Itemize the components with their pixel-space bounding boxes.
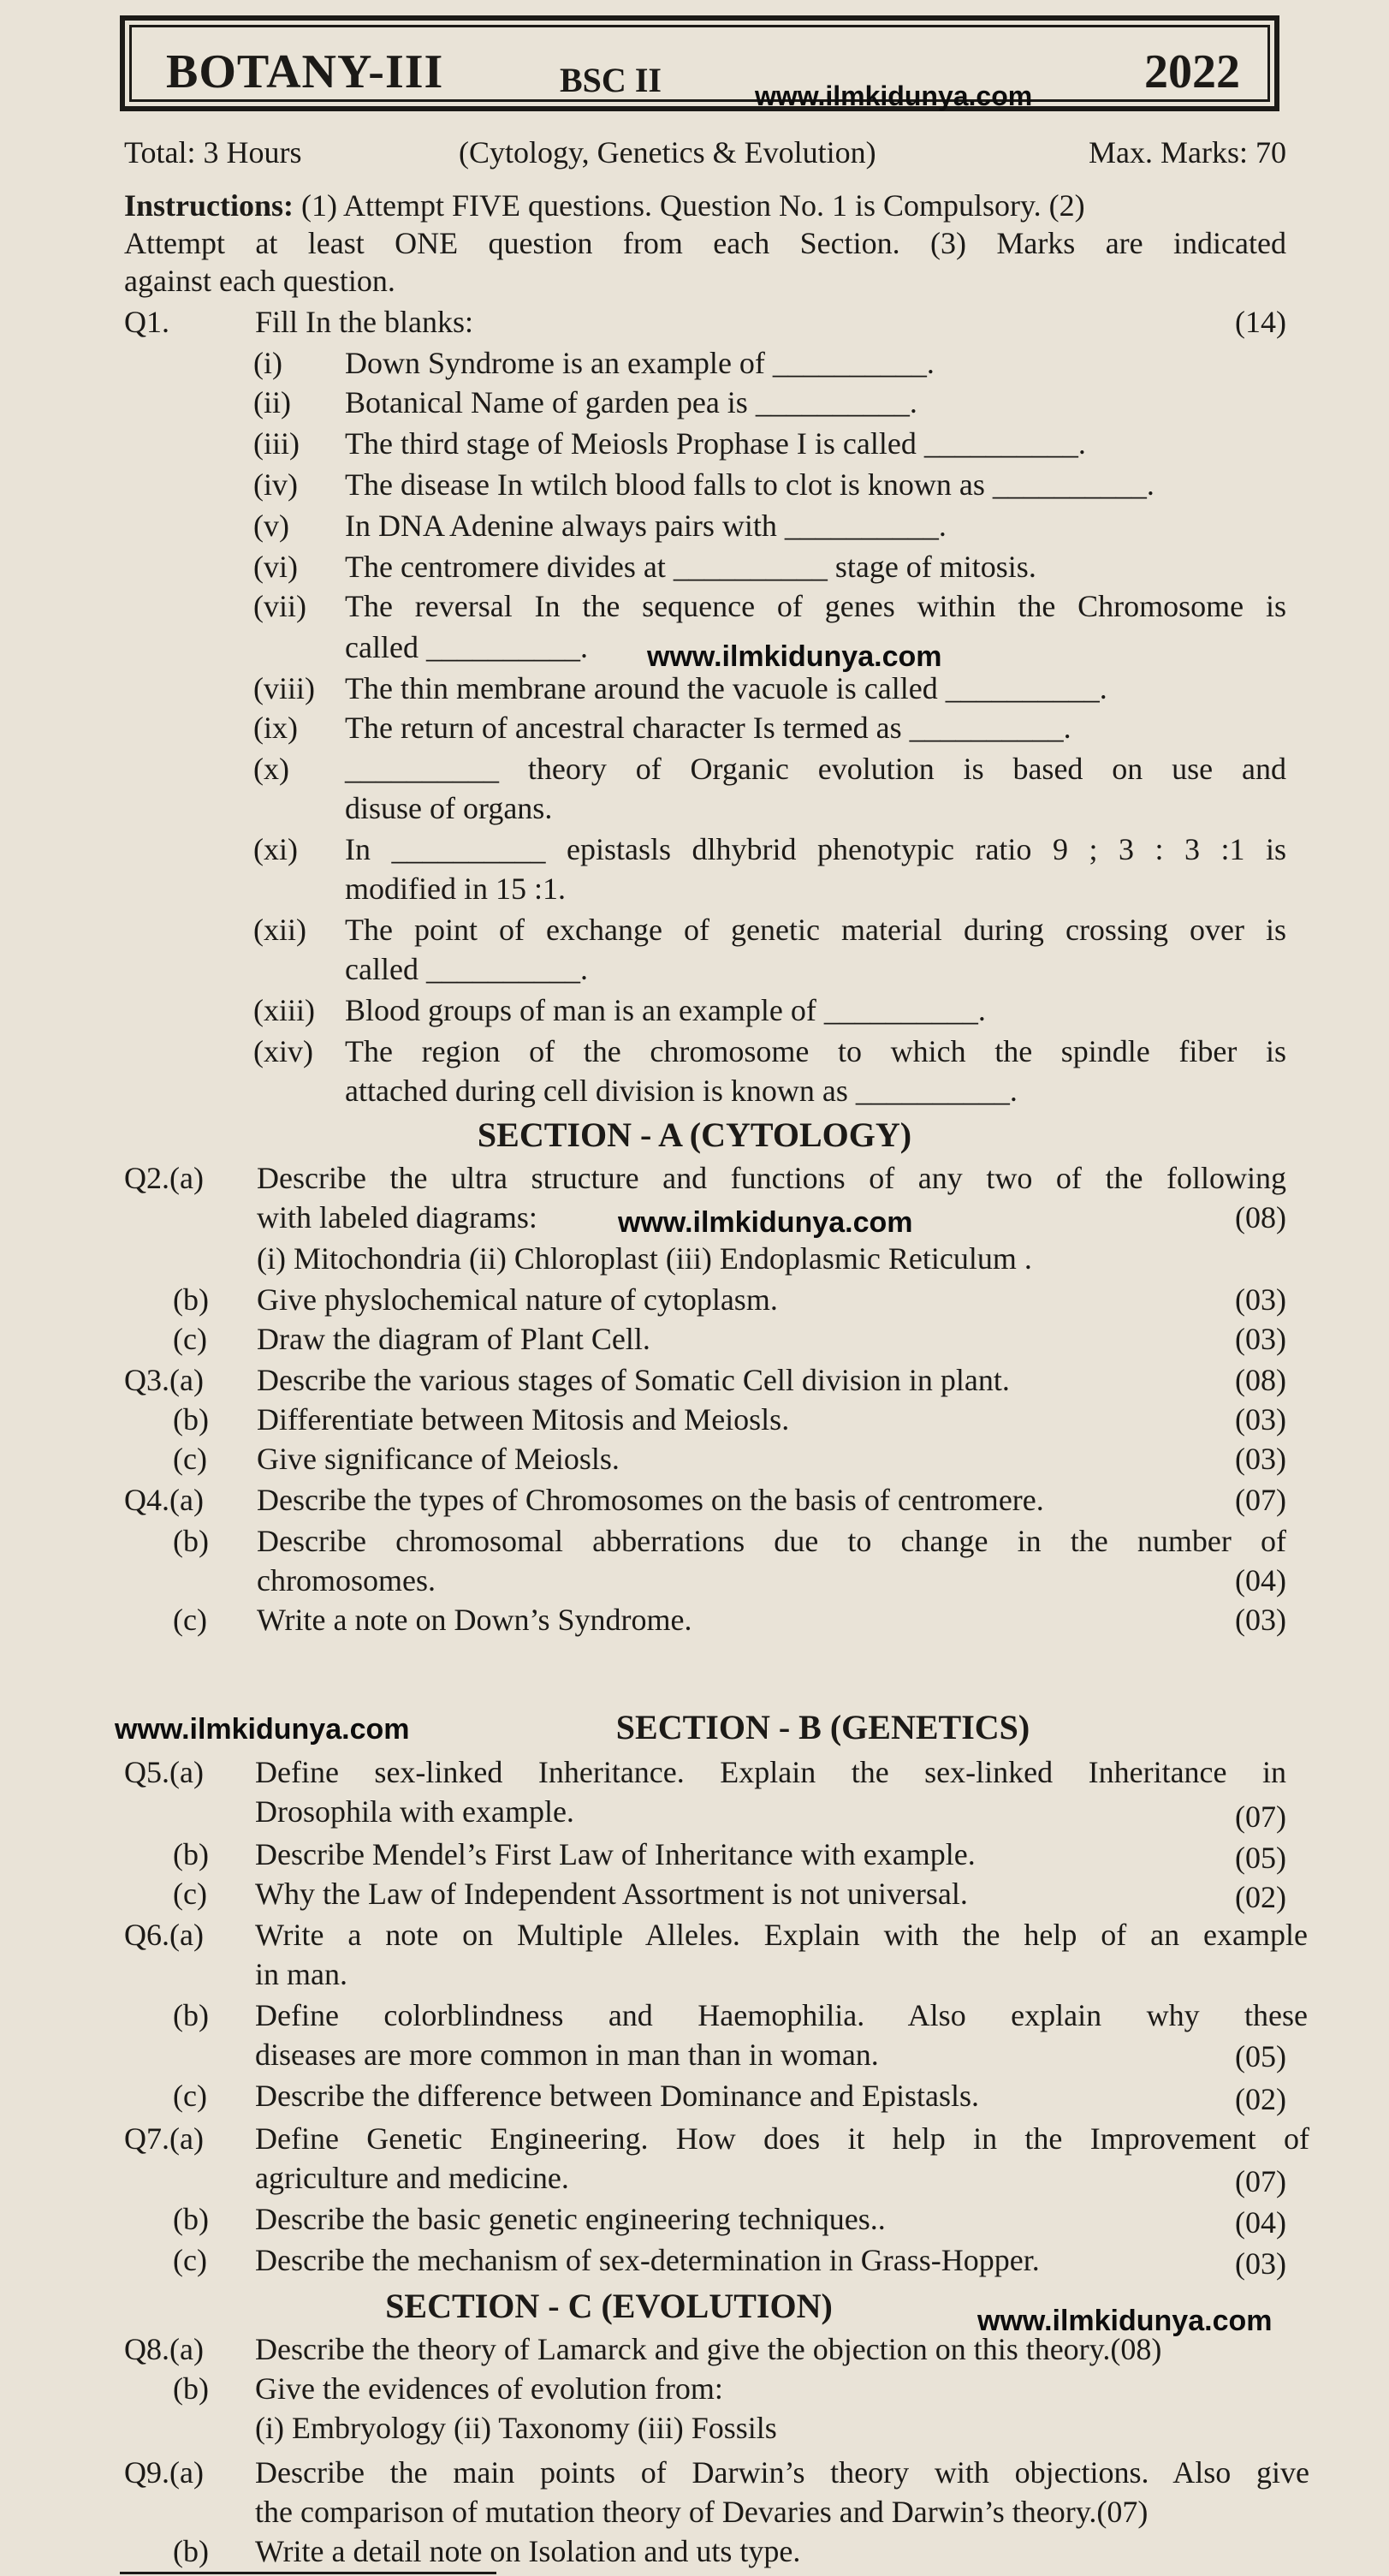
q5c: Why the Law of Independent Assortment is not universal. [255, 1877, 968, 1911]
q5b: Describe Mendel’s First Law of Inheritance with example. [255, 1837, 976, 1871]
class-label: BSC II [560, 61, 662, 99]
q1-item-cont: called __________. [345, 952, 588, 986]
instructions-line-2: Attempt at least ONE question from each Section. (3) Marks are indicated [124, 226, 1286, 260]
header-box [120, 15, 1279, 111]
q1-item: In DNA Adenine always pairs with __________. [345, 509, 947, 543]
q1-title: Fill In the blanks: [255, 305, 473, 339]
q6b-line-2: diseases are more common in man than in woman. [255, 2038, 879, 2072]
section-b-title: SECTION - B (GENETICS) [615, 1708, 1030, 1746]
q2-number: Q2.(a) [124, 1161, 204, 1195]
watermark-text: www.ilmkidunya.com [115, 1713, 410, 1746]
instructions-label: Instructions: [124, 188, 294, 223]
q5-number: Q5.(a) [124, 1755, 204, 1789]
q6a-line-1: Write a note on Multiple Alleles. Explain with the help of an example [255, 1918, 1308, 1952]
max-marks: Max. Marks: 70 [1089, 135, 1286, 170]
q2a-line-2: with labeled diagrams: [257, 1200, 537, 1234]
section-c-title: SECTION - C (EVOLUTION) [385, 2287, 833, 2325]
q1-item: The reversal In the sequence of genes within the Chromosome is [345, 589, 1286, 623]
q4-number: Q4.(a) [124, 1483, 204, 1517]
q3b: Differentiate between Mitosis and Meiosls. [257, 1402, 790, 1437]
q1-item: Blood groups of man is an example of __________. [345, 993, 986, 1027]
q1-item: __________ theory of Organic evolution is based on use and [345, 752, 1286, 786]
q1-item: The disease In wtilch blood falls to clot is known as __________. [345, 467, 1155, 502]
q8b-line-2: (i) Embryology (ii) Taxonomy (iii) Fossils [255, 2411, 777, 2445]
q5a-line-2: Drosophila with example. [255, 1794, 574, 1829]
watermark-text: www.ilmkidunya.com [647, 640, 942, 673]
section-a-title: SECTION - A (CYTOLOGY) [477, 1115, 912, 1154]
q9-number: Q9.(a) [124, 2455, 204, 2490]
q7c: Describe the mechanism of sex-determination in Grass-Hopper. [255, 2243, 1040, 2277]
total-time: Total: 3 Hours [124, 135, 302, 170]
exam-paper: BOTANY-III BSC II 2022 www.ilmkidunya.com Total: 3 Hours (Cytology, Genetics & Evolution) Max. Marks: 70 Instructions: (1) Attempt FIVE questions. Question No. 1 is Compulsory. (2) Attempt at least ONE question from each Section. (3) Marks are indicated against each question. Q1. Fill In the blanks: (14) (i) Down Syndrome is an example of __________. (ii) Botanical Name of garden pea is __________. (iii) The third stage of Meiosls Prophase I is called __________. (iv) The disease In wtilch blood falls to clot is known as __________. (v) In DNA Adenine always pairs with __________. (vi) The centromere divides at __________ stage of mitosis. (vii) The reversal In the sequence of genes within the Chromosome is called __________. (viii) The thin membrane around the vacuole is called __________. (ix) The return of ancestral character Is termed as __________. (x) __________ theory of Organic evolution is based on use and disuse of organs. (xi) In __________ epistasls dlhybrid phenotypic ratio 9 ; 3 : 3 :1 is modified in 15 :1. (xii) The point of exchange of genetic material during crossing over is called __________. (xiii) Blood groups of man is an example of __________. (xiv) The region of the chromosome to which the spindle fiber is attached during cell division is known as __________. www.ilmkidunya.com www.ilmkidunya.com www.ilmkidunya.com www.ilmkidunya.com SECTION - A (CYTOLOGY) Q2.(a) Describe the ultra structure and functions of any two of the following with labeled diagrams: (08) (i) Mitochondria (ii) Chloroplast (iii) Endoplasmic Reticulum . (b) Give physlochemical nature of cytoplasm. (03) (c) Draw the diagram of Plant Cell. (03) Q3.(a) Describe the various stages of Somatic Cell division in plant. (08) (b) Differentiate between Mitosis and Meiosls. (03) (c) Give significance of Meiosls. (03) Q4.(a) Describe the types of Chromosomes on the basis of centromere. (07) (b) Describe chromosomal abberrations due to change in the number of chromosomes. (04) (c) Write a note on Down’s Syndrome. (03) SECTION - B (GENETICS) Q5.(a) Define sex-linked Inheritance. Explain the sex-linked Inheritance in Drosophila with example. (07) (b) Describe Mendel’s First Law of Inheritance with example. (05) (c) Why the Law of Independent Assortment is not universal. (02) Q6.(a) Write a note on Multiple Alleles. Explain with the help of an example in man. (b) Define colorblindness and Haemophilia. Also explain why these diseases are more common in man than in woman. (05) (c) Describe the difference between Dominance and Epistasls. (02) Q7.(a) Define Genetic Engineering. How does it help in the Improvement of agriculture and medicine. (07) (b) Describe the basic genetic engineering techniques.. (04) (c) Describe the mechanism of sex-determination in Grass-Hopper. (03) SECTION - C (EVOLUTION) Q8.(a) Describe the theory of Lamarck and give the objection on this theory.(08) (b) Give the evidences of evolution from: (i) Embryology (ii) Taxonomy (iii) Fossils Q9.(a) Describe the main points of Darwin’s theory with objections. Also give the comparison of mutation theory of Devaries and Darwin’s theory.(07) (b) Write a detail note on Isolation and uts type. [0, 0, 1389, 2576]
q1-item: The third stage of Meiosls Prophase I is called __________. [345, 426, 1086, 461]
q1-item-cont: modified in 15 :1. [345, 872, 566, 906]
q8a: Describe the theory of Lamarck and give the objection on this theory.(08) [255, 2332, 1162, 2366]
q4b-line-2: chromosomes. [257, 1563, 436, 1597]
q1-item: The centromere divides at __________ stage of mitosis. [345, 550, 1036, 584]
q6a-line-2: in man. [255, 1957, 347, 1991]
q1-item: The point of exchange of genetic material during crossing over is [345, 913, 1286, 947]
q9a-line-1: Describe the main points of Darwin’s theory with objections. Also give [255, 2455, 1309, 2490]
q1-item: The thin membrane around the vacuole is called __________. [345, 671, 1107, 705]
q9b: Write a detail note on Isolation and uts type. [255, 2534, 801, 2568]
q5a-line-1: Define sex-linked Inheritance. Explain the sex-linked Inheritance in [255, 1755, 1286, 1789]
q1-item: In __________ epistasls dlhybrid phenotypic ratio 9 ; 3 : 3 :1 is [345, 832, 1286, 866]
q7b: Describe the basic genetic engineering techniques.. [255, 2202, 886, 2236]
q1-item-cont: called __________. [345, 630, 588, 664]
q4a: Describe the types of Chromosomes on the basis of centromere. [257, 1483, 1044, 1517]
watermark-text: www.ilmkidunya.com [755, 80, 1033, 111]
exam-year: 2022 [1144, 45, 1240, 98]
q1-number: Q1. [124, 305, 169, 339]
q7-number: Q7.(a) [124, 2121, 204, 2156]
q2a-options: (i) Mitochondria (ii) Chloroplast (iii) Endoplasmic Reticulum . [257, 1241, 1032, 1276]
q2a-line-1: Describe the ultra structure and functions of any two of the following [257, 1161, 1286, 1195]
q1-item-cont: disuse of organs. [345, 791, 553, 825]
q1-item: Down Syndrome is an example of __________. [345, 346, 935, 380]
q9a-line-2: the comparison of mutation theory of Devaries and Darwin’s theory.(07) [255, 2495, 1149, 2529]
instructions-line-1: Instructions: (1) Attempt FIVE questions. Question No. 1 is Compulsory. (2) [124, 188, 1085, 223]
q6b-line-1: Define colorblindness and Haemophilia. Also explain why these [255, 1998, 1308, 2032]
q1-item: The return of ancestral character Is termed as __________. [345, 711, 1071, 745]
q6c: Describe the difference between Dominance and Epistasls. [255, 2079, 979, 2113]
q6-number: Q6.(a) [124, 1918, 204, 1952]
q1-item: Botanical Name of garden pea is __________. [345, 385, 917, 419]
q7a-line-1: Define Genetic Engineering. How does it help in the Improvement of [255, 2121, 1309, 2156]
q3-number: Q3.(a) [124, 1363, 204, 1397]
instructions-line-3: against each question. [124, 264, 395, 298]
q3c: Give significance of Meiosls. [257, 1442, 620, 1476]
q2b: Give physlochemical nature of cytoplasm. [257, 1282, 778, 1317]
q2c: Draw the diagram of Plant Cell. [257, 1322, 650, 1356]
bottom-rule [120, 2572, 496, 2574]
q1-item-cont: attached during cell division is known as __________. [345, 1074, 1018, 1108]
q4c: Write a note on Down’s Syndrome. [257, 1603, 692, 1637]
q4b-line-1: Describe chromosomal abberrations due to change in the number of [257, 1524, 1286, 1558]
q7a-line-2: agriculture and medicine. [255, 2161, 569, 2195]
q1-item: The region of the chromosome to which the spindle fiber is [345, 1034, 1286, 1068]
q1-marks: (14) [1235, 305, 1286, 339]
watermark-text: www.ilmkidunya.com [618, 1206, 913, 1239]
q8-number: Q8.(a) [124, 2332, 204, 2366]
q2a-marks: (08) [1235, 1200, 1286, 1234]
q3a: Describe the various stages of Somatic Cell division in plant. [257, 1363, 1010, 1397]
subject-title: BOTANY-III [166, 45, 444, 98]
watermark-text: www.ilmkidunya.com [977, 2305, 1273, 2337]
paper-topics: (Cytology, Genetics & Evolution) [459, 135, 876, 170]
q8b-line-1: Give the evidences of evolution from: [255, 2371, 723, 2406]
